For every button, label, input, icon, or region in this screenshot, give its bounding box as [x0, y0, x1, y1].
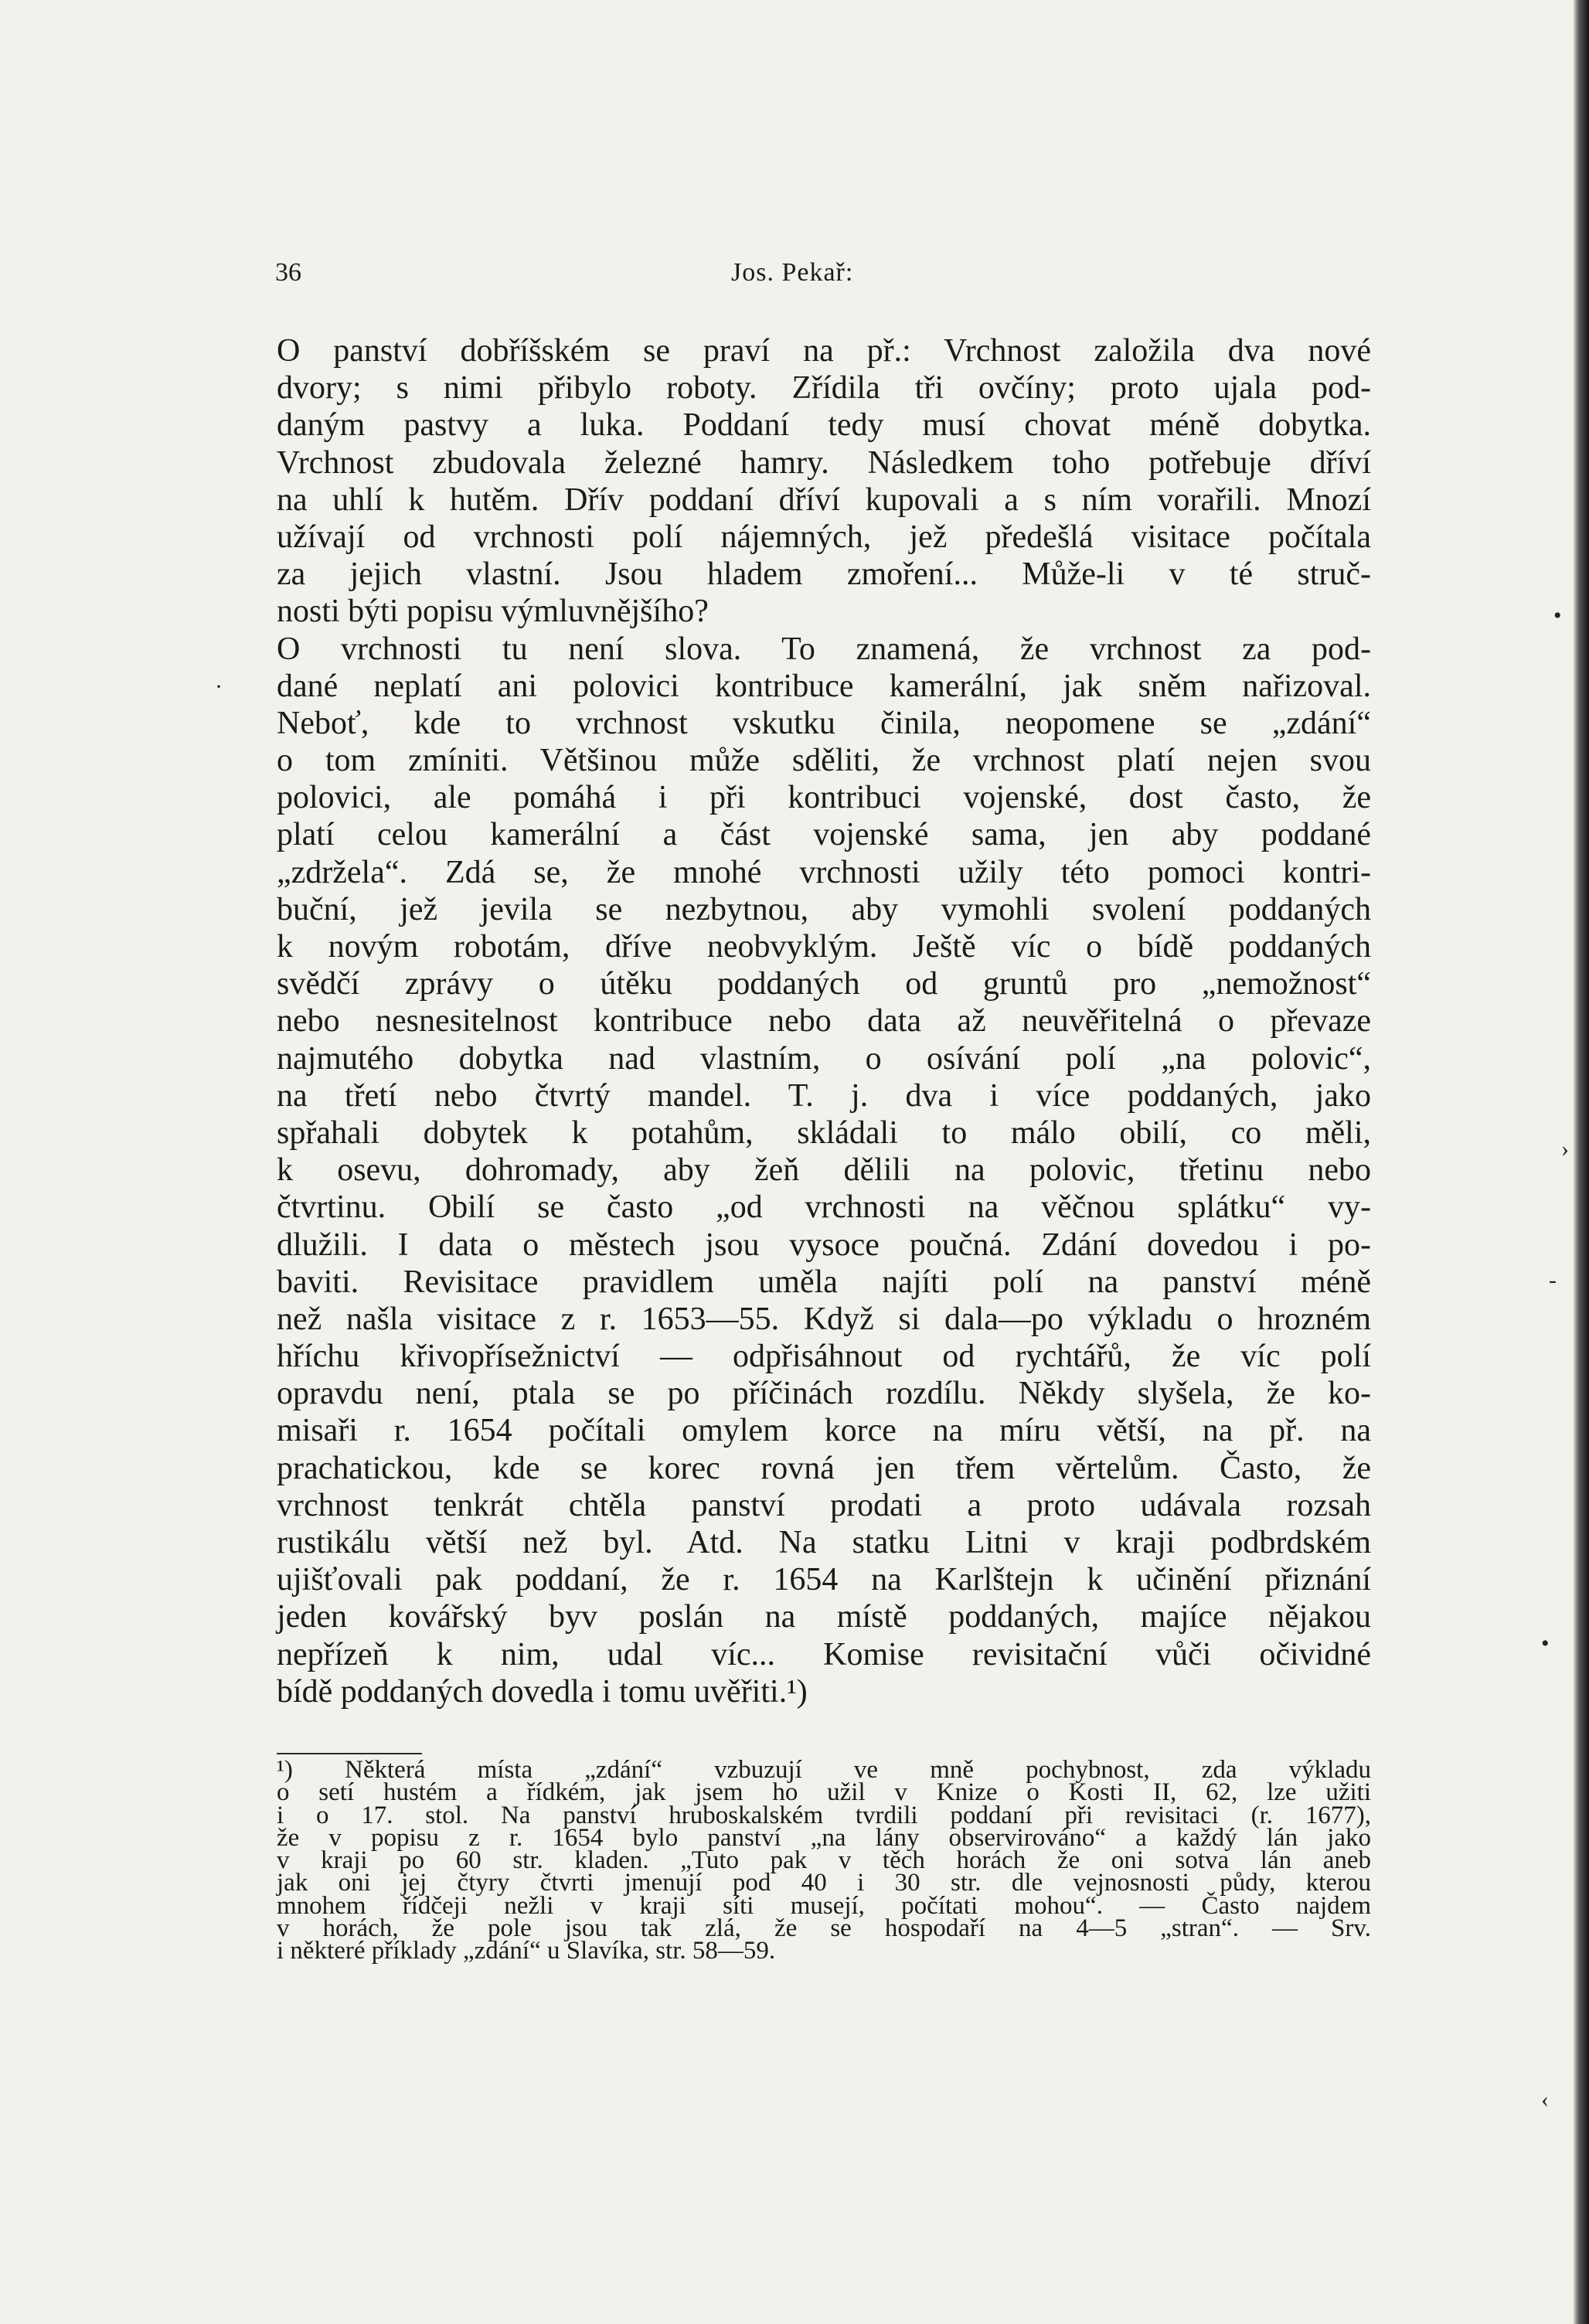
- footnote-line: v kraji po 60 str. kladen. „Tuto pak v těch horách že oni sotva lán aneb: [277, 1846, 1371, 1875]
- body-line: o tom zmíniti. Většinou může sděliti, že vrchnost platí nejen svou: [277, 743, 1371, 779]
- body-line: baviti. Revisitace pravidlem uměla najíti polí na panství méně: [277, 1264, 1371, 1300]
- footnote-rule: [277, 1753, 422, 1754]
- body-line: O vrchnosti tu není slova. To znamená, že vrchnost za pod-: [277, 631, 1371, 667]
- body-line: k osevu, dohromady, aby žeň dělili na polovic, třetinu nebo: [277, 1152, 1371, 1189]
- footnote-line: v horách, že pole jsou tak zlá, že se hospodaří na 4—5 „stran“. — Srv.: [277, 1914, 1371, 1943]
- scan-edge: [1574, 0, 1589, 2324]
- margin-mark: •: [1553, 603, 1562, 628]
- footnotes: [277, 1756, 1371, 1965]
- footnote-line: i některé příklady „zdání“ u Slavíka, str. 58—59.: [277, 1937, 776, 1965]
- footnote-line: i o 17. stol. Na panství hruboskalském tvrdili poddaní při revisitaci (r. 1677),: [277, 1801, 1371, 1829]
- body-line: dané neplatí ani polovici kontribuce kamerální, jak sněm nařizoval.: [277, 668, 1371, 704]
- margin-mark: •: [1541, 1631, 1550, 1656]
- body-line: nepřízeň k nim, udal víc... Komise revisitační vůči očividné: [277, 1636, 1371, 1672]
- body-line: bídě poddaných dovedla i tomu uvěřiti.¹): [277, 1673, 808, 1710]
- body-line: užívají od vrchnosti polí nájemných, jež předešlá visitace počítala: [277, 519, 1371, 555]
- body-line: O panství dobříšském se praví na př.: Vrchnost založila dva nové: [277, 333, 1371, 369]
- body-line: platí celou kamerální a část vojenské sama, jen aby poddané: [277, 817, 1371, 853]
- body-line: nebo nesnesitelnost kontribuce nebo data až neuvěřitelná o převaze: [277, 1003, 1371, 1040]
- running-head: [275, 258, 1373, 305]
- body-line: Vrchnost zbudovala železné hamry. Následkem toho potřebuje dříví: [277, 444, 1371, 481]
- margin-mark: ·: [215, 674, 223, 699]
- body-line: dvory; s nimi přibylo roboty. Zřídila tři ovčíny; proto ujala pod-: [277, 370, 1371, 407]
- running-title: Jos. Pekař:: [731, 258, 854, 287]
- margin-mark: ‹: [1541, 2087, 1549, 2112]
- margin-mark: -: [1549, 1267, 1557, 1293]
- body-line: vrchnost tenkrát chtěla panství prodati a proto udávala rozsah: [277, 1487, 1371, 1523]
- footnote-line: mnohem řídčeji nežli v kraji síti musejí, počítati mohou“. — Často najdem: [277, 1891, 1371, 1920]
- body-line: buční, jež jevila se nezbytnou, aby vymohli svolení poddaných: [277, 891, 1371, 927]
- body-line: hříchu křivopřísežnictví — odpřisáhnout od rychtářů, že víc polí: [277, 1339, 1371, 1375]
- body-line: než našla visitace z r. 1653—55. Když si dala—po výkladu o hrozném: [277, 1301, 1371, 1337]
- body-line: k novým robotám, dříve neobvyklým. Ještě víc o bídě poddaných: [277, 929, 1371, 965]
- body-line: za jejich vlastní. Jsou hladem zmoření... Může-li v té struč-: [277, 556, 1371, 593]
- page-number: 36: [275, 258, 301, 287]
- body-line: najmutého dobytka nad vlastním, o osívání polí „na polovic“,: [277, 1040, 1371, 1077]
- body-text: [277, 332, 1371, 1710]
- margin-mark: ›: [1561, 1136, 1569, 1162]
- body-line: nosti býti popisu výmluvnějšího?: [277, 594, 709, 630]
- body-line: ujišťovali pak poddaní, že r. 1654 na Karlštejn k učinění přiznání: [277, 1562, 1371, 1598]
- footnote-line: že v popisu z r. 1654 bylo panství „na lány observirováno“ a každý lán jako: [277, 1823, 1371, 1852]
- body-line: prachatickou, kde se korec rovná jen třem věrtelům. Často, že: [277, 1450, 1371, 1486]
- body-line: „zdržela“. Zdá se, že mnohé vrchnosti užily této pomoci kontri-: [277, 854, 1371, 890]
- body-line: čtvrtinu. Obilí se často „od vrchnosti na věčnou splátku“ vy-: [277, 1189, 1371, 1226]
- body-line: dlužili. I data o městech jsou vysoce poučná. Zdání dovedou i po-: [277, 1227, 1371, 1263]
- body-line: opravdu není, ptala se po příčinách rozdílu. Někdy slyšela, že ko-: [277, 1376, 1371, 1412]
- body-line: rustikálu větší než byl. Atd. Na statku Litni v kraji podbrdském: [277, 1525, 1371, 1560]
- body-line: misaři r. 1654 počítali omylem korce na míru větší, na př. na: [277, 1413, 1371, 1449]
- body-line: svědčí zprávy o útěku poddaných od gruntů pro „nemožnost“: [277, 966, 1371, 1002]
- body-line: spřahali dobytek k potahům, skládali to málo obilí, co měli,: [277, 1114, 1371, 1151]
- body-line: Neboť, kde to vrchnost vskutku činila, neopomene se „zdání“: [277, 705, 1371, 741]
- footnote-line: jak oni jej čtyry čtvrti jmenují pod 40 i 30 str. dle vejnosnosti půdy, kterou: [277, 1869, 1371, 1897]
- body-line: daným pastvy a luka. Poddaní tedy musí chovat méně dobytka.: [277, 407, 1371, 444]
- footnote-line: o setí hustém a řídkém, jak jsem ho užil v Knize o Kosti II, 62, lze užiti: [277, 1778, 1371, 1807]
- body-line: jeden kovářský byv poslán na místě poddaných, majíce nějakou: [277, 1599, 1371, 1635]
- body-line: na třetí nebo čtvrtý mandel. T. j. dva i více poddaných, jako: [277, 1077, 1371, 1114]
- body-line: na uhlí k hutěm. Dřív poddaní dříví kupovali a s ním vorařili. Mnozí: [277, 481, 1371, 518]
- footnote-line: ¹) Některá místa „zdání“ vzbuzují ve mně pochybnost, zda výkladu: [277, 1756, 1371, 1784]
- body-line: polovici, ale pomáhá i při kontribuci vojenské, dost často, že: [277, 780, 1371, 816]
